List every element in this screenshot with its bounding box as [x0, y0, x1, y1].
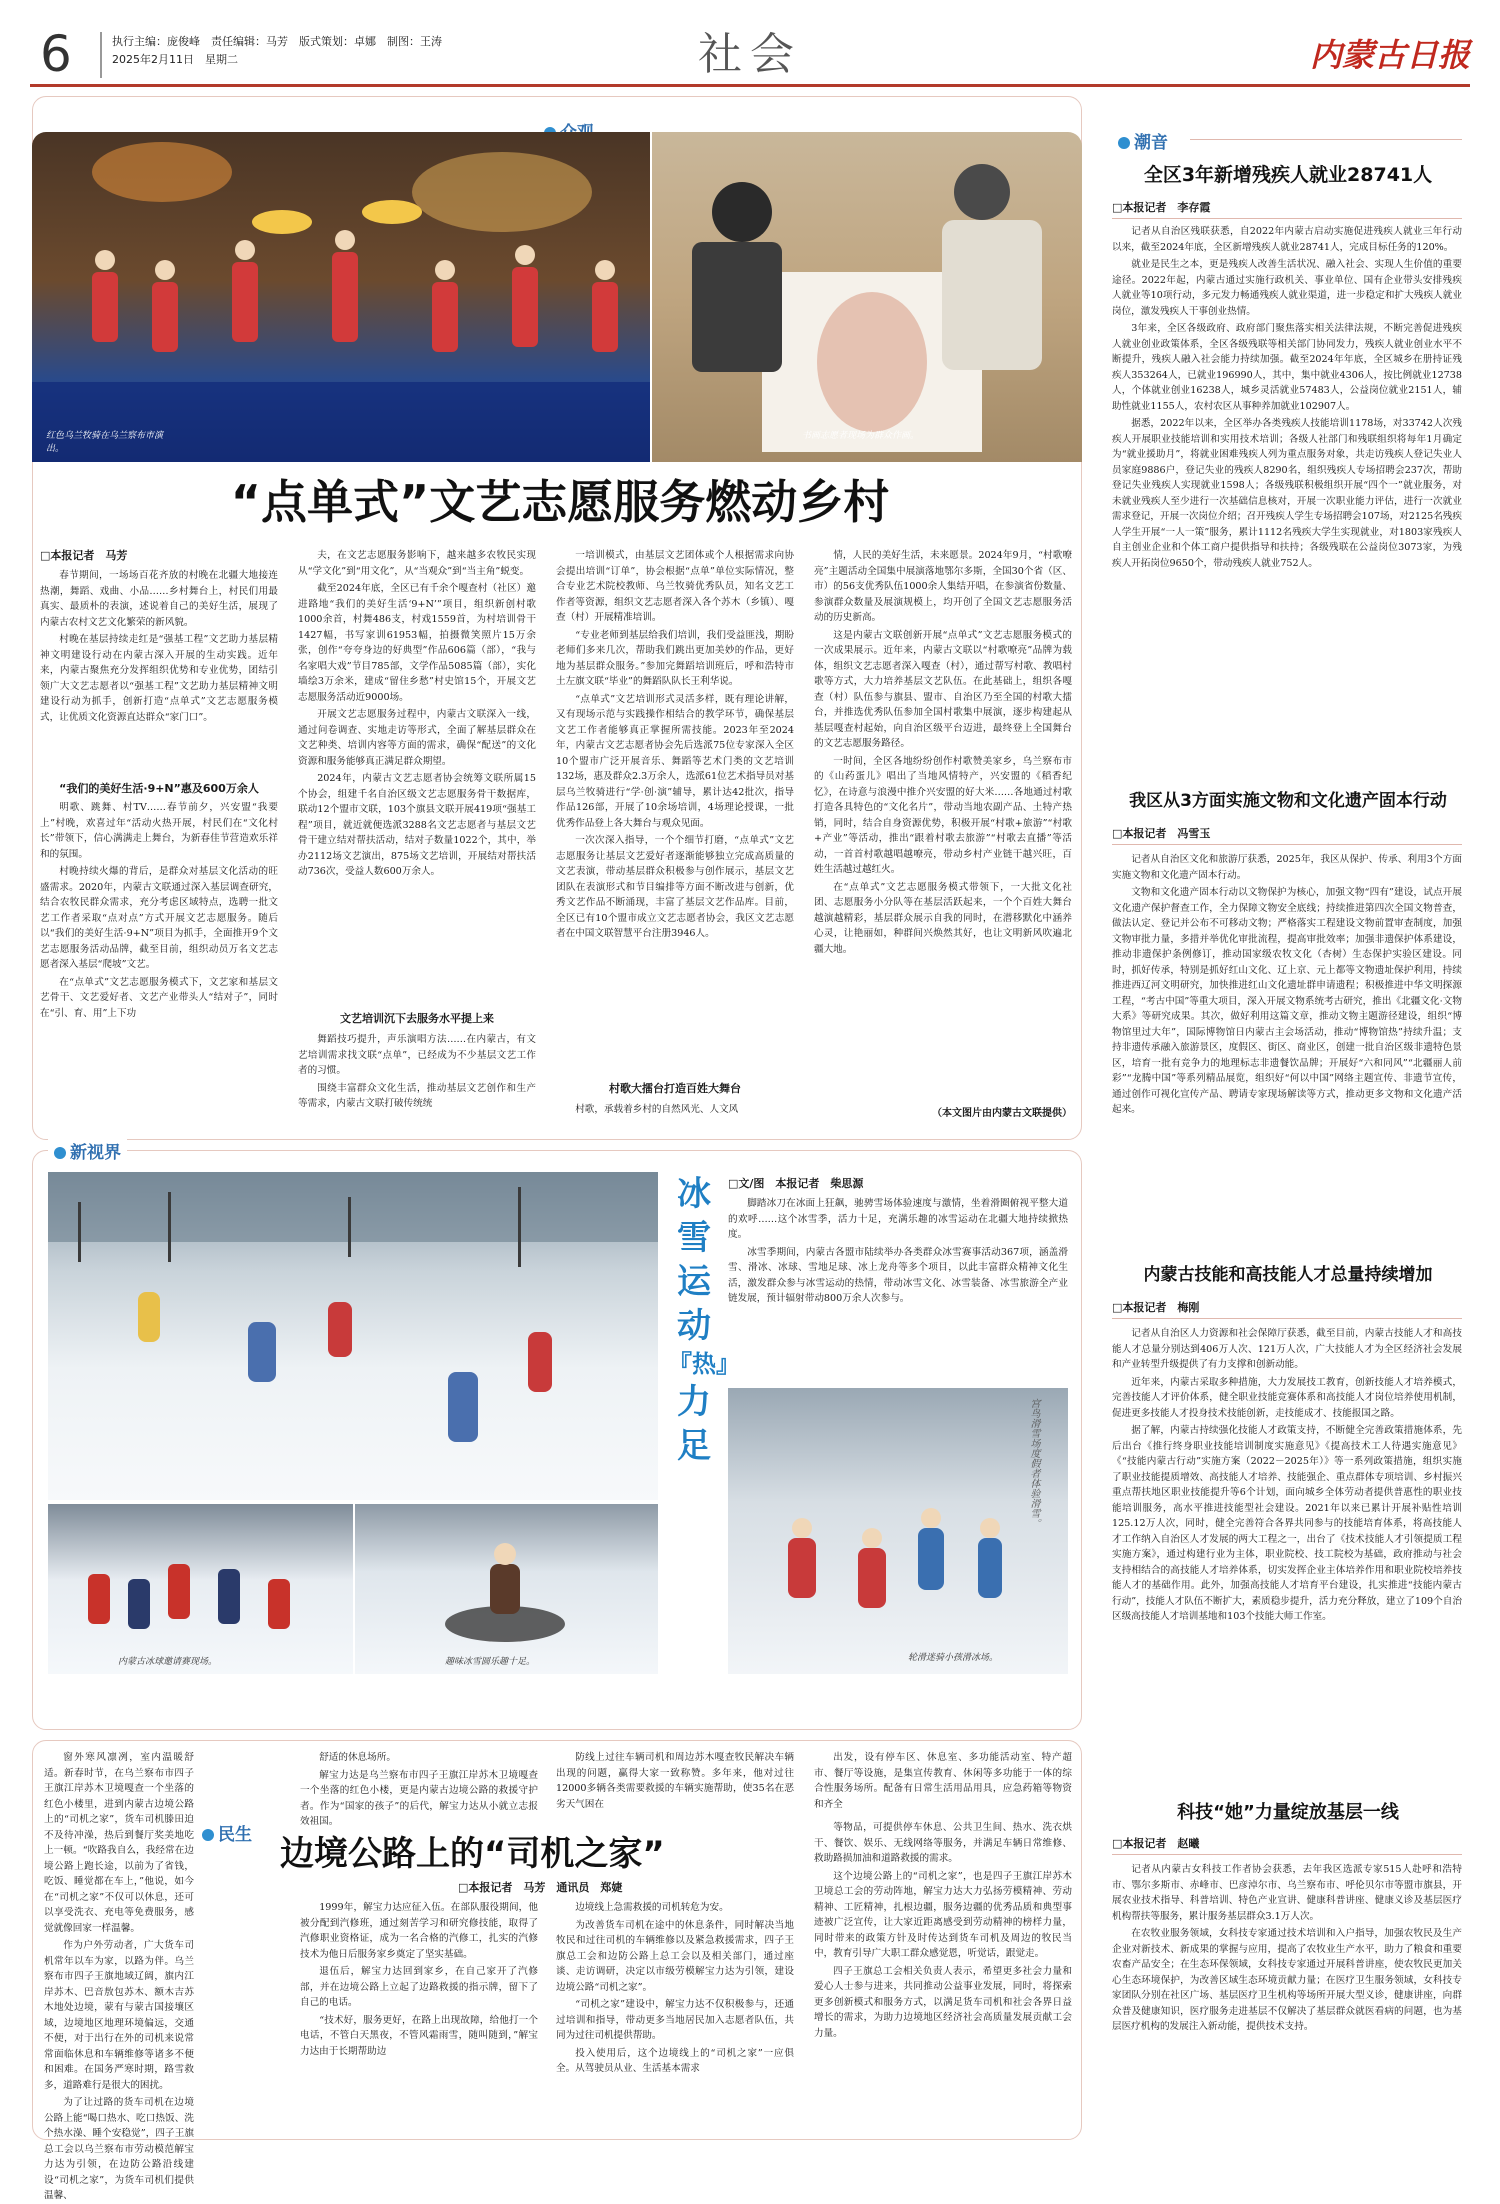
ms-col2-p1: 舒适的休息场所。: [319, 1752, 396, 1763]
right-a2-rule: [1112, 844, 1462, 845]
ms-section-tag: 民生: [196, 1820, 258, 1845]
right-a4-text: [1112, 1862, 1462, 2138]
right-section-tag: 潮音: [1112, 128, 1174, 153]
editor-line: 执行主编：庞俊峰 责任编辑：马芳 版式策划：卓娜 制图：王涛: [112, 35, 442, 48]
lead-col4: [814, 548, 1072, 1094]
right-a1-p4: 据悉，2022年以来，全区举办各类残疾人技能培训1178场，对33742人次残疾人开展职业技能培训和实用技术培训；各级人社部门和残联组织将每年1月确定为“就业援助月”，将就业困难残疾人列为重点服务对象，共走访残疾人登记失业人员家庭9886户，登记失业的残疾人8290名，组织残疾人专场招聘会237次，帮助登记失业残疾人实现就业1598人；各级残联积极组织开展“四个一”就业服务，对未就业残疾人至少进行一次基础信息核对，开展一次职业能力评估，进行一次就业需求登记，开展一次岗位介绍；召开残疾人学生专场招聘会107场，对2125名残疾人学生开展“一人一策”服务，累计1112名残疾大学生实现就业，对1803家残疾人自主创业企业和个体工商户提供指导和扶持；各级残联在公益岗位3073家，为残疾人开拓岗位9650个，带动残疾人就业752人。: [1112, 418, 1462, 569]
ms-headline: 边境公路上的“司机之家”: [280, 1834, 665, 1874]
lead-subhead2: 文艺培训沉下去服务水平提上来: [340, 1012, 494, 1025]
ms-col4-p2: 等物品，可提供停车休息、公共卫生间、热水、洗衣烘干、餐饮、娱乐、无线网络等服务，并满足车辆日常维修、救助路损加油和道路救援的需求。: [814, 1822, 1072, 1864]
ms-col1: [44, 1750, 194, 2201]
ms-col2-p2: 解宝力达是乌兰察布市四子王旗江岸苏木卫境嘎查一个坐落的红色小楼，更是内蒙古边境公路的救援守护者。作为“国家的孩子”的后代，解宝力达从小就立志报效祖国。: [300, 1769, 538, 1827]
lead-col2: [298, 548, 536, 1004]
ms-col1-p1: 窗外寒风凛冽，室内温暖舒适。新春时节，在乌兰察布市四子王旗江岸苏木卫境嘎查一个坐落的红色小楼里，进到内蒙古边境公路上的“司机之家”，货车司机滕田迫不及待冲澡，热后到餐厅奖美地吃上一顿。“吹路我自么，我经常在边境公路上跑长途，以前为了省钱，吃饭、睡觉都在车上，”他说，如今在“司机之家”不仅可以休息，还可以享受洗衣、充电等免费服务，感觉就像回家一样温馨。: [44, 1752, 194, 1934]
ms-col4: [814, 1820, 1072, 2134]
viz-photo-ski: [48, 1172, 658, 1500]
right-a4-p1: 记者从内蒙古女科技工作者协会获悉，去年我区选派专家515人赴呼和浩特市、鄂尔多斯市、赤峰市、巴彦淖尔市、乌兰察布市、呼伦贝尔市等盟市旗县，开展农业技术指导、科普培训、特色产业宣讲、健康科普讲座、健康义诊及基层医疗机构帮扶等服务，累计服务基层群众3.1万人次。: [1112, 1864, 1462, 1922]
lead-col1: [40, 568, 278, 734]
lead-col3: [556, 548, 794, 1072]
right-a3-p1: 记者从自治区人力资源和社会保障厅获悉，截至目前，内蒙古技能人才和高技能人才总量分别达到406万人次、121万人次，广大技能人才为全区经济社会发展和产业转型升级提供了有力支撑和创新动能。: [1112, 1328, 1462, 1370]
viz-vertical-title: [668, 1172, 740, 1492]
lead-photo1-caption: 红色乌兰牧骑在乌兰察布市演出。: [46, 431, 164, 454]
viz-cap2: 趣味冰雪圆乐趣十足。: [445, 1657, 536, 1667]
right-a1-p3: 3年来，全区各级政府、政府部门聚焦落实相关法律法规，不断完善促进残疾人就业创业政策体系，全区各级残联等相关部门协同发力，残疾人就业创业水平不断提升，残疾人融入社会能力持续加强。截至2024年年底，全区城乡在册持证残疾人353264人，已就业196990人，其中，集中就业4306人，按比例就业12738人，个体就业创业16238人，城乡灵活就业57483人，公益岗位就业2151人，辅助性就业1155人，农村农区从事种养加就业102907人。: [1112, 323, 1462, 412]
viz-title-char4: 动: [677, 1306, 711, 1346]
right-a1-headline: 全区3年新增残疾人就业28741人: [1143, 164, 1433, 186]
lead-col3-p4: 一次次深入指导，一个个细节打磨，“点单式”文艺志愿服务让基层文艺爱好者逐渐能够独立完成高质量的文艺表演，带动基层群众积极参与创作展示，基层文艺团队在表演形式和节目编排等方面不断改进与创新，优秀文艺作品不断涌现，丰富了基层文艺作品库。目前，全区已有10个盟市成立文艺志愿者协会，我区文艺志愿者在中国文联智慧平台注册3946人。: [556, 835, 794, 939]
lead-col1b-p1: 明歌、跳舞、村TV……春节前夕，兴安盟“我要上”村晚，欢喜过年“活动火热开展，村民们在“文化村长”带领下，信心满满走上舞台，为新春佳节营造欢乐祥和的氛围。: [40, 802, 278, 860]
viz-text-p1: 脚踏冰刀在冰面上狂飙，驰骋雪场体验速度与激情，坐着滑圈俯视平整大道的欢呼……这个冰雪季，活力十足，充满乐趣的冰雪运动在北疆大地持续掀热度。: [728, 1198, 1068, 1240]
lead-col3-p3: “点单式”文艺培训形式灵活多样，既有理论讲解，又有现场示范与实践操作相结合的教学环节，确保基层文艺工作者能够真正掌握所需技能。2023年至2024年，内蒙古文艺志愿者协会先后选派75位专家深入全区10个盟市广泛开展音乐、舞蹈等艺术门类的文艺培训132场，惠及群众2.3万余人，选派61位艺术指导员对基层乌兰牧骑进行“学·创·演”辅导，累计达42批次，指导作品126部，开展了10余场培训，4场理论授课，一批优秀作品登上各大舞台与观众见面。: [556, 693, 794, 829]
right-a4-p2: 在农牧业服务领域，女科技专家通过技术培训和入户指导，加强农牧民及生产企业对新技术、新成果的掌握与应用，提高了农牧业生产水平，助力了粮食和重要农畜产品安全；在生态环保领域，女科技专家通过开展科普讲座，使农牧民更加关心生态环境保护，为改善区域生态环境贡献力量；在医疗卫生服务领域，女科技专家团队分别在社区广场、基层医疗卫生机构等场所开展大型义诊，健康讲座，向群众普及健康知识，医疗服务走进基层不仅解决了基层群众就医看病的问题，也为基层医疗机构的发展注入新动能，提供技术支持。: [1112, 1928, 1462, 2032]
viz-cap1: 内蒙古冰球邀请赛现场。: [118, 1657, 218, 1667]
lead-byline: □本报记者 马芳: [40, 549, 128, 562]
snowfun-illustration: [355, 1504, 658, 1674]
masthead-divider-vertical: [100, 32, 102, 78]
viz-text-p2: 冰雪季期间，内蒙古各盟市陆续举办各类群众冰雪赛事活动367项，涵盖滑雪、滑冰、冰球、雪地足球、冰上龙舟等多个项目，以此丰富群众精神文化生活，激发群众参与冰雪运动的热情，带动冰雪文化、冰雪装备、冰雪旅游全产业链发展，预计辐射带动800万余人次参与。: [728, 1246, 1068, 1304]
section-dot-icon: [1118, 137, 1130, 149]
ms-col3: [556, 1900, 794, 2134]
viz-title-char5: 『热』: [668, 1350, 740, 1378]
lead-col2-p1: 夫，在文艺志愿服务影响下，越来越多农牧民实现从“学文化”到“用文化”，从“当观众”到“当主角”蜕变。: [298, 550, 536, 577]
lead-col3-p1: 一培训模式，由基层文艺团体或个人根据需求向协会提出培训“订单”，协会根据“点单”单位实际情况，整合专业艺术院校教师、乌兰牧骑优秀队员，知名文艺工作者等资源，组织文艺志愿者深入各个苏木（乡镇）、嘎查（村）开展精准培训。: [556, 550, 794, 623]
lead-photo-credit: （本文图片由内蒙古文联提供）: [932, 1108, 1072, 1119]
ms-col3b-p3: “司机之家”建设中，解宝力达不仅积极参与，还通过培训和指导，带动更多当地居民加入志愿者队伍，共同为过往司机提供帮助。: [556, 1999, 794, 2041]
right-a1-rule: [1112, 218, 1462, 219]
right-a2-text: [1112, 852, 1462, 1248]
right-a4-byline: □本报记者 赵曦: [1112, 1837, 1200, 1850]
viz-section-tag: 新视界: [48, 1138, 127, 1163]
right-a1-text: [1112, 224, 1462, 772]
viz-title-char7: 足: [677, 1426, 711, 1466]
lead-col1b-p2: 村晚持续火爆的背后，是群众对基层文化活动的旺盛需求。2020年，内蒙古文联通过深入基层调查研究，结合农牧民群众需求，充分考虑区域特点，选聘一批文艺工作者采取“点对点”方式开展文艺志愿服务。随后以“我们的美好生活·9+N”项目为抓手，全面推开9个文艺志愿服务活动品牌，截至目前，组织动员万名文艺志愿者深入基层“爬坡”文艺。: [40, 866, 278, 970]
lead-subhead3: 村歌大擂台打造百姓大舞台: [609, 1082, 741, 1095]
lead-col1b: [40, 800, 278, 1130]
right-a2-headline: 我区从3方面实施文物和文化遗产固本行动: [1129, 791, 1447, 811]
lead-col1-p2: 村晚在基层持续走红是“强基工程”文艺助力基层精神文明建设行动在内蒙古深入开展的生动实践。近年来，内蒙古聚焦充分发挥组织优势和专业优势，团结引领广大文艺志愿者以“强基工程”文艺助力基层精神文明建设行动为抓手，创新打造“点单式”文艺志愿服务模式，让优质文化资源直达群众“家门口”。: [40, 634, 278, 723]
right-a3-p2: 近年来，内蒙古采取多种措施，大力发展技工教育，创新技能人才培养模式，完善技能人才评价体系，健全职业技能竞赛体系和高技能人才岗位培养使用机制，促进更多技能人才投身技术技能创新，走技能成才、技能报国之路。: [1112, 1376, 1462, 1419]
date-line: 2025年2月11日 星期二: [112, 53, 238, 66]
lead-col4-p4: 在“点单式”文艺志愿服务模式带领下，一大批文化社团、志愿服务小分队等在基层活跃起来，一个个百姓大舞台越演越精彩，基层群众展示自我的同时，在潜移默化中涵养心灵，让艳丽如，种群间兴焕然其好，也让文明新风吹遍北疆大地。: [814, 881, 1072, 955]
lead-col3b: [556, 1102, 794, 1132]
right-a2-p1: 记者从自治区文化和旅游厅获悉，2025年，我区从保护、传承、利用3个方面实施文物和文化遗产固本行动。: [1112, 854, 1462, 881]
lead-headline: “点单式”文艺志愿服务燃动乡村: [230, 475, 890, 529]
right-a2-p2: 文物和文化遗产固本行动以文物保护为核心，加强文物“四有”建设，试点开展文化遗产保护督查工作，全力保障文物安全底线；持续推进第四次全国文物普查，做法认定、登记并公布不可移动文物；严格落实工程建设文物前置审查制度，加强文物审批力量，多措并举优化审批流程，提高审批效率；加强非遗保护体系建设，推动非遗保护条例修订，推动国家级农牧文化（杏树）生态保护实验区建设。同时，抓好传承，特别是抓好红山文化、辽上京、元上都等文物遗址保护利用，持续推进西辽河文明研究，加快推进红山文化遗址群申请遗程；积极推进中华文明探源工程，“考古中国”等重大项目，深入开展文物系统考古研究，推出《北疆文化·文物大系》等研究成果。其次，做好利用这篇文章，推动文物主题游径建设，组织“博物馆里过大年”，国际博物馆日内蒙古主会场活动，推动“博物馆热”持续升温；支持非遗传承融入旅游景区，度假区、街区、商业区，创建一批自治区级非遗特色景区，培育一批有竞争力的地理标志非遗餐饮品牌；开展好“六和同风”“北疆丽人前彩”“龙腾中国”等系列精品展览，组织好“何以中国”网络主题宣传、非遗节宣传，通过创作可视化宣传产品、聘请专家现场解读等方式，推动更多文物和文化遗产活起来。: [1112, 887, 1462, 1115]
ms-col2-p3: 1999年，解宝力达应征入伍。在部队服役期间，他被分配到汽修班，通过刻苦学习和研究修技能，取得了汽修职业资格证，成为一名合格的汽修工，扎实的汽修技术为他日后服务家乡奠定了坚实基础。: [300, 1902, 538, 1960]
section-dot-icon: [202, 1829, 214, 1841]
ms-col3-p1: 防线上过往车辆司机和周边苏木嘎查牧民解决车辆出现的问题，赢得大家一致称赞。多年来，他对过往12000多辆各类需要救援的车辆实施帮助，使35名在恶劣天气困在: [556, 1752, 794, 1810]
viz-title-char1: 冰: [677, 1174, 711, 1214]
ms-col4-top: [814, 1750, 1072, 1814]
ms-col4-p1: 出发，设有停车区、休息室、多功能活动室、特产超市、餐厅等设施，是集宣传教育、休闲等多功能于一体的综合性服务场所。配备有日常生活用品用具，应急药箱等物资和齐全: [814, 1752, 1072, 1810]
kids-ski-illustration: [728, 1388, 1068, 1674]
right-a3-rule: [1112, 1318, 1462, 1319]
viz-title-char6: 力: [677, 1382, 711, 1422]
lead-photo-performance: [32, 132, 650, 462]
lead-col2-p2: 截至2024年底，全区已有千余个嘎查村（社区）邀进路地“我们的美好生活‘9+N’”项目，组织新创村歌1000余首，村舞486支，村戏1559首，为村培训骨干1427幅，书写家训61953幅，拍摄微笑照片15万余张，创作“夸夸身边的好典型”作品606篇（部），“我与名家唱大戏”节目785部，文学作品5085篇（部），实化墙绘3万余米，建成“留住乡愁”村史馆15个，开展文艺志愿服务活动近9000场。: [298, 583, 536, 703]
lead-col2b: [298, 1032, 536, 1130]
viz-photo-snowfun: [355, 1504, 658, 1674]
viz-title-char3: 运: [677, 1262, 711, 1302]
ms-col2: [300, 1900, 538, 2134]
right-tag-rule: [1190, 139, 1462, 140]
ms-col3b-p4: 投入使用后，这个边境线上的“司机之家”一应俱全。从驾驶员从业、生活基本需求: [556, 2047, 794, 2074]
right-a3-headline: 内蒙古技能和高技能人才总量持续增加: [1143, 1265, 1433, 1285]
stage-illustration: [32, 132, 650, 462]
ski-illustration: [48, 1172, 658, 1500]
masthead-rule: [30, 84, 1470, 87]
lead-subhead1: “我们的美好生活·9+N”惠及600万余人: [59, 782, 259, 795]
lead-photo2-caption: 书画志愿者现场为群众作画。: [802, 431, 920, 441]
page-number: 6: [40, 25, 72, 83]
section-dot-icon: [54, 1147, 66, 1159]
lead-photo-painting: [652, 132, 1082, 462]
lead-col2b-p1: 舞蹈技巧提升，声乐演唱方法……在内蒙古，有文艺培训需求找文联“点单”，已经成为不少基层文艺工作者的习惯。: [298, 1034, 536, 1076]
viz-title-char2: 雪: [677, 1218, 711, 1258]
right-a4-rule: [1112, 1854, 1462, 1855]
right-a2-byline: □本报记者 冯雪玉: [1112, 827, 1211, 840]
right-a3-byline: □本报记者 梅刚: [1112, 1301, 1200, 1314]
viz-photo-kids: [728, 1388, 1068, 1674]
ms-col2-p4: 退伍后，解宝力达回到家乡，在自己家开了汽修部，并在边境公路上立起了边路救援的指示牌，留下了自己的电话。: [300, 1966, 538, 2008]
lead-col1-p1: 春节期间，一场场百花齐放的村晚在北疆大地接连热潮，舞蹈、戏曲、小品……乡村舞台上，村民们用最真实、最质朴的表演，述说着自己的美好生活，展现了内蒙古农村文艺文化繁荣的新风貌。: [40, 570, 278, 628]
right-a4-headline: 科技“她”力量绽放基层一线: [1177, 1802, 1399, 1823]
ms-col3-top: [556, 1750, 794, 1814]
ms-col1-p2: 作为户外劳动者，广大货车司机常年以车为家，以路为伴。乌兰察布市四子王旗地域辽阔，旗内江岸苏木、巴音敖包苏木、额木吉苏木地处边境，蒙有与蒙古国接壤区域，边境地区地理环境偏远，交通不便，对于出行在外的司机来说常常面临休息和车辆维修等诸多不便和困难。在国务严寒时期，路雪救多，道路难行是很大的困扰。: [44, 1940, 194, 2091]
lead-col4-p1: 情，人民的美好生活，未来愿景。2024年9月，“村歌嘹亮”主题活动全国集中展演落地鄂尔多斯，全国30个省（区、市）的56支优秀队伍1000余人集结开唱，在参演省份数量、参演群众数量及展演规模上，均开创了全国文艺志愿服务活动的历史新高。: [814, 550, 1072, 623]
ms-col1-p3: 为了让过路的货车司机在边境公路上能“喝口热水、吃口热饭、洗个热水澡、睡个安稳觉”，四子王旗总工会以乌兰察布市劳动模范解宝力达为引领，在边防公路沿线建设“司机之家”，为货车司机们提供温馨、: [44, 2097, 194, 2201]
ms-col4-p4: 四子王旗总工会相关负责人表示，希望更多社会力量和爱心人士参与进来，共同推动公益事业发展，同时，将探索更多创新模式和服务方式，以满足货车司机和社会各界日益增长的需求，为助力边境地区经济社会高质量发展贡献工会力量。: [814, 1965, 1072, 2039]
lead-col4-p2: 这是内蒙古文联创新开展“点单式”文艺志愿服务模式的一次成果展示。近年来，内蒙古文联以“村歌嘹亮”品牌为载体，组织文艺志愿者深入嘎查（村），通过帮写村歌、教唱村歌等方式，大力培养基层文艺队伍。在此基础上，组织各嘎查（村）队伍参与旗县、盟市、自治区乃至全国的村歌大擂台，并推选优秀队伍参加全国村歌集中展演，逐步构建起从基层嘎查村起始，向自治区级平台迈进，最终登上全国舞台的文艺志愿服务路径。: [814, 629, 1072, 749]
ms-col2-top: [300, 1750, 538, 1827]
lead-col3b-p1: 村歌，承载着乡村的自然风光、人文风: [575, 1104, 739, 1115]
right-a3-text: [1112, 1326, 1462, 1786]
ms-col3b-p2: 为改善货车司机在途中的休息条件，同时解决当地牧民和过往司机的车辆维修以及紧急救援需求，四子王旗总工会和边防公路上总工会以及相关部门，通过座谈、走访调研，决定以市级劳模解宝力达为引领，建设边境公路“司机之家”。: [556, 1919, 794, 1993]
lead-col2-p3: 开展文艺志愿服务过程中，内蒙古文联深入一线，通过问卷调查、实地走访等形式，全面了解基层群众在文艺种类、培训内容等方面的需求，确保“配送”的文化资源和服务能够真正满足群众期望。: [298, 709, 536, 767]
lead-col2b-p2: 围绕丰富群众文化生活，推动基层文艺创作和生产等需求，内蒙古文联打破传统统: [298, 1082, 536, 1109]
lead-col3-p2: “专业老师到基层给我们培训，我们受益匪浅，期盼老师们多来几次，帮助我们跳出更加美妙的作品，更好地为基层群众服务。”参加完舞蹈培训班后，呼和浩特市土左旗文联“毕业”的舞蹈队队长王利华说。: [556, 629, 794, 687]
ms-col2-p5: “技术好，服务更好，在路上出现故障，给他打一个电话，不管白天黑夜，不管风霜雨雪，随叫随到，”解宝力达由于长期帮助边: [300, 2014, 538, 2057]
viz-byline: □文/图 本报记者 柴思源: [728, 1177, 864, 1190]
ms-byline: □本报记者 马芳 通讯员 郑婕: [458, 1881, 623, 1894]
paper-name-logo: 内蒙古日报: [1309, 36, 1470, 74]
viz-cap3: 轮滑迷骑小孩滑冰场。: [908, 1653, 999, 1663]
ms-col3b-p1: 边境线上急需救援的司机转危为安。: [575, 1902, 729, 1913]
ms-col4-p3: 这个边境公路上的“司机之家”，也是四子王旗江岸苏木卫境总工会的劳动阵地，解宝力达大力弘扬劳模精神、劳动精神、工匠精神，扎根边疆，服务边疆的优秀品质和典型事迹被广泛宣传，让大家近距离感受到劳动精神的榜样力量，同时带来的政策方针及时传达到货车司机及周边的牧民当中，教育引导广大职工群众感觉恩，听觉话，跟觉走。: [814, 1870, 1072, 1959]
right-a3-p3: 据了解，内蒙古持续强化技能人才政策支持，不断健全完善政策措施体系，先后出台《推行终身职业技能培训制度实施意见》《提高技术工人待遇实施意见》《“技能内蒙古行动”实施方案（2022－2025年）》等一系列政策措施，组织实施了职业技能提质增效、高技能人才培养、技能强企、重点群体专项培训、乡村振兴重点帮扶地区职业技能提升等6个计划，面向城乡全体劳动者提供普惠性的职业技能培训服务，高水平推进技能型社会建设。2021年以来已累计开展补贴性培训125.12万人次，同时，健全完善符合各界共同参与的技能培育体系，将高技能人才工作纳入自治区人才发展的两大工程之一，出台了《技术技能人才引领提质工程实施方案》，通过构建行业为主体，职业院校、技工院校为基础，政府推动与社会支持相结合的高技能人才培养体系，切实发挥企业主体培养作用和职业院校培养技能人才的基础作用。此外，加强高技能人才培育平台建设，扎实推进“技能内蒙古行动”，技能人才队伍不断扩大，素质稳步提升，活力充分释放，建立了109个自治区级高技能人才培训基地和103个技能大师工作室。: [1112, 1425, 1462, 1622]
right-a1-p2: 就业是民生之本，更是残疾人改善生活状况、融入社会、实现人生价值的重要途径。2022年起，内蒙古通过实施行政机关、事业单位、国有企业带头安排残疾人就业等10项行动，多元发力畅通残疾人就业渠道，进一步稳定和扩大残疾人就业岗位，激发残疾人干事创业热情。: [1112, 259, 1462, 317]
viz-text: [728, 1196, 1068, 1378]
lead-col4-p3: 一时间，全区各地纷纷创作村歌赞美家乡，乌兰察布市的《山药蛋儿》唱出了当地风情特产，兴安盟的《稻香纪忆》，在诗意与浪漫中推介兴安盟的好大米……各地通过村歌打造各具特色的“文化名片”，带动当地农副产品、土特产热销，同时，结合自身资源优势，积极开展“村歌+旅游”“村歌+产业”等活动，推出“跟着村歌去旅游”“村歌去直播”等活动，一首首村歌越唱越嘹亮，带动乡村产业链干越兴旺，百姓生活越过越红火。: [814, 755, 1072, 875]
viz-photo-hockey: [48, 1504, 353, 1674]
right-a1-byline: □本报记者 李存霞: [1112, 201, 1211, 214]
viz-side-caption: 宫鸟滑雪场度假者体验滑雪。: [1028, 1398, 1039, 1528]
painting-illustration: [652, 132, 1082, 462]
lead-col2-p4: 2024年，内蒙古文艺志愿者协会统筹文联所属15个协会，组建千名自治区级文艺志愿服务骨干数据库，联动12个盟市文联，103个旗县文联开展419项“强基工程”项目，就近就便选派3288名文艺志愿者与基层文艺骨干建立结对帮扶活动，结对子数量1022个，其中，举办2112场文艺演出，875场文艺培训，开展结对帮扶活动736次，受益人数600万余人。: [298, 773, 536, 877]
right-a1-p1: 记者从自治区残联获悉，自2022年内蒙古启动实施促进残疾人就业三年行动以来，截至2024年底，全区新增残疾人就业28741人，完成目标任务的120%。: [1112, 226, 1462, 253]
hockey-illustration: [48, 1504, 353, 1674]
section-title: 社会: [698, 29, 802, 80]
lead-col1b-p3: 在“点单式”文艺志愿服务模式下，文艺家和基层文艺骨干、文艺爱好者、文艺产业带头人“结对子”，同时在“引、育、用”上下功: [40, 976, 278, 1019]
